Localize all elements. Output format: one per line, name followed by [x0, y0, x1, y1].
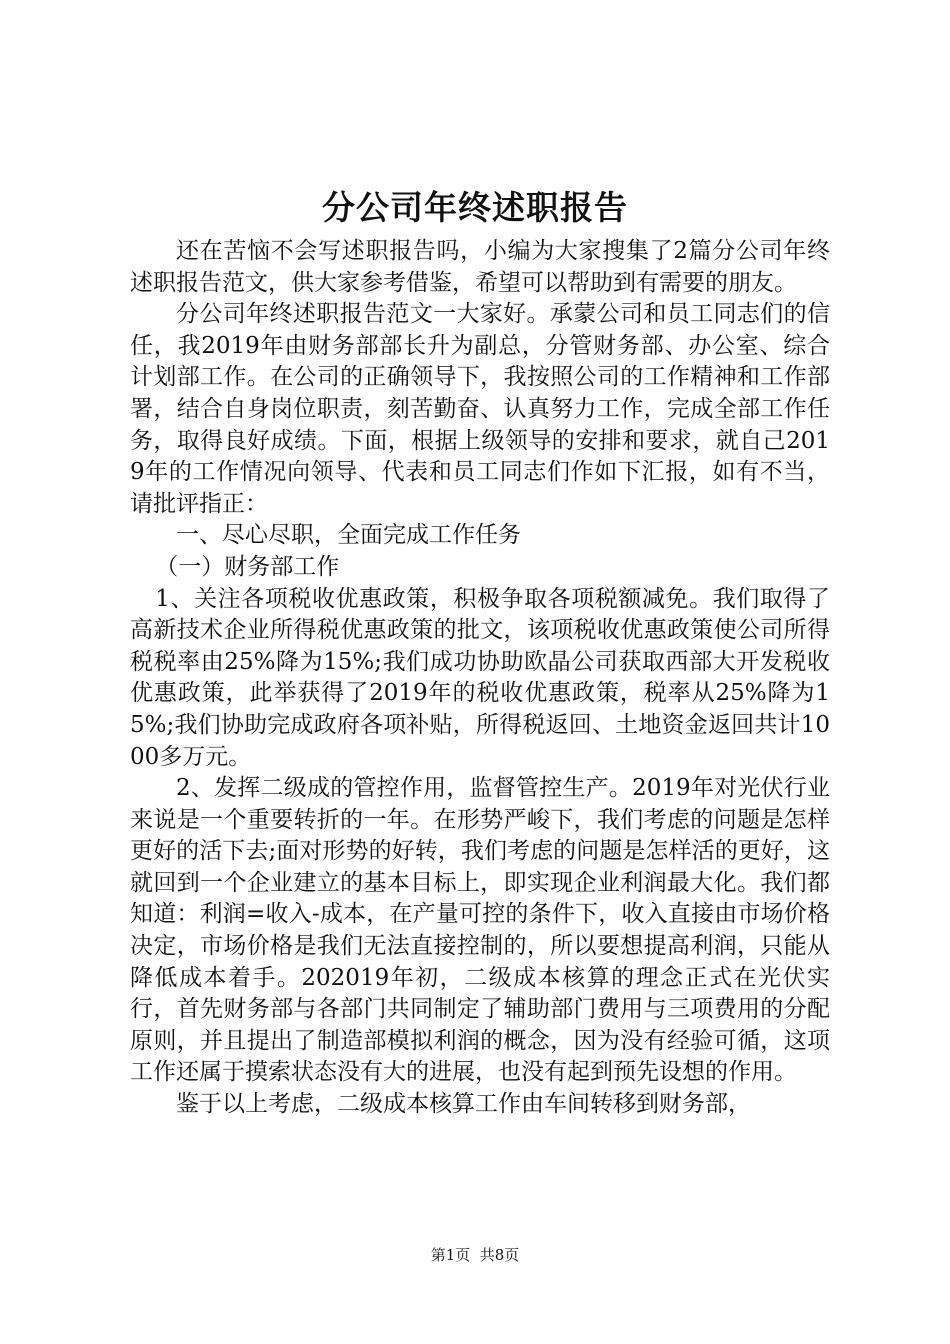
tax-policy-paragraph: 1、关注各项税收优惠政策，积极争取各项税额减免。我们取得了高新技术企业所得税优惠政策的批文，该项税收优惠政策使公司所得税税率由25%降为15%;我们成功协助欧晶公司获取西部大开发税收优惠政策，此举获得了2019年的税收优惠政策，税率从25%降为15%;我们协助完成政府各项补贴，所得税返回、土地资金返回共计1000多万元。: [130, 585, 830, 770]
document-body: [130, 236, 830, 1121]
subsection-heading-finance: （一）财务部工作: [155, 553, 340, 580]
intro-paragraph: 还在苦恼不会写述职报告吗，小编为大家搜集了2篇分公司年终述职报告范文，供大家参考借鉴，希望可以帮助到有需要的朋友。: [130, 238, 830, 296]
closing-paragraph: 鉴于以上考虑，二级成本核算工作由车间转移到财务部，: [176, 1091, 751, 1118]
cost-control-paragraph: 2、发挥二级成的管控作用，监督管控生产。2019年对光伏行业来说是一个重要转折的一年。在形势严峻下，我们考虑的问题是怎样更好的活下去;面对形势的好转，我们考虑的问题是怎样活的更好，这就回到一个企业建立的基本目标上，即实现企业利润最大化。我们都知道：利润=收入-成本，在产量可控的条件下，收入直接由市场价格决定，市场价格是我们无法直接控制的，所以要想提高利润，只能从降低成本着手。202019年初，二级成本核算的理念正式在光伏实行，首先财务部与各部门共同制定了辅助部门费用与三项费用的分配原则，并且提出了制造部模拟利润的概念，因为没有经验可循，这项工作还属于摸索状态没有大的进展，也没有起到预先设想的作用。: [130, 775, 830, 1086]
greeting-paragraph: 分公司年终述职报告范文一大家好。承蒙公司和员工同志们的信任，我2019年由财务部部长升为副总，分管财务部、办公室、综合计划部工作。在公司的正确领导下，我按照公司的工作精神和工作部署，结合自身岗位职责，刻苦勤奋、认真努力工作，完成全部工作任务，取得良好成绩。下面，根据上级领导的安排和要求，就自己2019年的工作情况向领导、代表和员工同志们作如下汇报，如有不当，请批评指正：: [130, 301, 830, 517]
document-title: 分公司年终述职报告: [322, 188, 628, 227]
page-number: 第1页 共8页: [430, 1246, 520, 1264]
page-footer: [0, 1244, 950, 1266]
section-heading-1: 一、尽心尽职，全面完成工作任务: [176, 522, 521, 549]
